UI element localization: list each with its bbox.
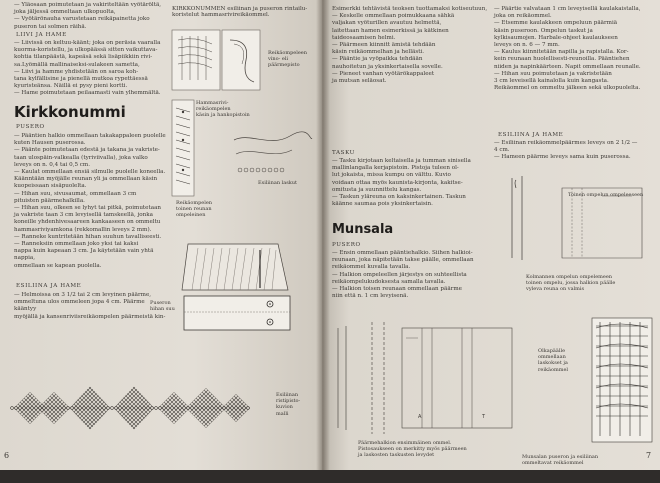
esiliina-lasku-caption: Esiliinan laskut [258, 180, 298, 186]
tasku-heading: TASKU [332, 150, 355, 156]
esiliina-text-right: — Esiliinan reikäommelpäärmes leveys on 2 1/2 — 4 cm. — Hameen päärme leveys sama kuin puserossa. [494, 140, 638, 161]
reika-caption-2: Reikäompelen toinen reunan ompeleinen [176, 200, 213, 219]
puseron-caption: Puseron hihan suu [150, 300, 175, 313]
munsala-caption: Munsalan puseron ja esiliinan ommeltavat reikäommel [522, 454, 599, 467]
hammasrivi-caption: Hammasrivi- reikäompelen käsin ja hankopistoin [196, 100, 250, 119]
cross-stitch-pattern [10, 372, 250, 444]
paarme-caption: Päärmehalkion ensimmäinen ommel. Pistosaukseen on merkitty myös päärmeen ja laskosten taskusten levydet [358, 440, 467, 459]
esiliina-heading-right: ESILIINA JA HAME [498, 132, 564, 138]
reikaompelu-caption: Reikäompeleen vino- eli päärmepisto [268, 50, 307, 69]
kuvio-caption: Kolmannen ompelun ompelemeen toinen ompelu, jossa halkion päälle vyleva reuna on valmis [526, 274, 616, 293]
sleeve-illustration [178, 240, 298, 340]
right-col1-text: Esimerkki tehtävistä teoksen tuottamaksi kotiseutuun, — Keskelle ommellaan poimukkaana sähkä valjakan vyöturillen avautuu helmettä, laitettaan hamen esimerkissä ja kätkinen taideosaamisen helmi. — Päärmeen kiinnitt ämistä tehdään käsin reikäommelhan ja hellästi. — Pääntie ja vyöpaikka tehdään nauhoitetun ja yksinkertaisella sovelle. — Pieneet vanhan vyötärökappaleet ja mutsan seläosat. [332, 6, 488, 85]
pleat-illustration [502, 168, 652, 268]
esiliina-heading-left: ESILIINA JA HAME [16, 283, 82, 289]
tasku-text: — Tasku kirjotaan keltaisella ja tumman sinisella mallinlangalla kerjapistoin. Pistoja tuleen ol- lut jokaista, missa kumpu on välttu. Kuvio voidaan ottaa myös kaunista-kirjonta, kakitse- omitusta ja suunnittelu kangas. — Taskun yläreuna on kaksinkertainen. Taskun käänne saumaa pois yksinkertaisin. [332, 158, 471, 208]
book-gutter [316, 0, 330, 470]
right-page [322, 0, 660, 470]
olka-caption: Olkapäälle ommellaan laskokset ja reikäommel [538, 348, 569, 373]
munsala-heading: Munsala [332, 222, 394, 237]
toinen-caption: Toinen ompelun ompeleeseen [568, 192, 644, 198]
pusero-heading-right: PUSERO [332, 242, 361, 248]
pleat-diagram [332, 318, 522, 438]
ristipisto-caption: Esiliinan ristipisto- kuvion malli [276, 392, 301, 417]
liivi-text: — Liivissä on keltuu-käänt; joka on peräsia vaaralla kuorma-koristellu, ja ulkopäässä sitten vaikuttava- kohtia tilanpäästä, kapeäsä sekä lisäpiikkiin rivi- sa.Lyömällä mallinaiseksi-sulakeen sametta, — Liivi ja hamme yhdistetään on saroa koh- tana kylfällisine ja pienellä mutkoa rypettäessä kyuristeänsa. Näillä ei pysy pieni kortti. — Hame poimutetaan peilaamasti vain ylhemmältä. [14, 40, 161, 97]
page-number-right: 7 [646, 451, 652, 460]
page-number-left: 6 [4, 451, 10, 460]
left-page [0, 0, 322, 470]
kirkko-caption: KIRKKONUMMEN esiliinan ja puseron rintailu- koristelut hammasrivireikäommel. [172, 6, 308, 19]
liivi-heading: LIIVI JA HAME [16, 32, 67, 38]
svg-text:T: T [482, 414, 486, 420]
svg-text:A: A [418, 414, 422, 420]
pusero-text-left: — Pääntien halkio ommellaan takakappaleen puolelle kuten Hausen puserossa. — Päänte poimutetaan edestä ja takana ja vakriste- taan ulospäin-valkealla (tyriviivalla), joka valko leveys on n. 0,4 tai 0,5 cm. — Kaulat ommellaan ensiä silmulle puolelle koneella. Käänntään myöjälle reunan yli ja ommellaan käsin kuopeissaan sisäpuolelta. — Hihan suu, sivusaumat, ommellaan 3 cm pituisten päärmehalkilla. — Hihan suu, olkeen se lyhyt tai pitkä, poimutetaan ja vakriste taan 3 cm levyisellä tamskeellä, jonka koneille yhdenhivesaareen kankaaseen on ommeltu hammasriviyamkona (rekkomallin leveys 2 mm). — Ranneke kuntritetään hihan suuhun tavalliseesti. — Ranneksiin ommellaan joko yksi tai kaksi nappa kuin kapeaan 3 cm. Ja käytetään vain yhtä nappia, ommellaan se kapean puolella. [14, 133, 166, 269]
smocking-illustration [590, 316, 654, 446]
esiliina-text-left: — Helmoissa on 3 1/2 tai 2 cm levyinen päärme, ommeltuna ulos ommeleen jopa 4 cm. Päärme kääntyy myöjällä ja kansenriviisreikäompelen päärmeistä kin- [14, 292, 166, 320]
kirkkonummi-heading: Kirkkonummi [14, 103, 126, 121]
intro-text: — Yläosaan poimutetaan ja vakiriteltään vyötäröltä, joka jäljessä ommeltaan ulkopuolta, — Vyötärönauha varustetaan reikäpainetta joko puseron tai solmen räihä. [14, 2, 162, 30]
pusero-heading-left: PUSERO [16, 124, 45, 130]
right-col2-text: — Päärtie valvataan 1 cm leveyisellä kaulakaistalla, joka on reikäommel. — Etsemme kaulakkeen ompeluun päärmiä käsin puseroon. Ompelun taskut ja kylkisaumojen. Harbale-ohjeet kaulaukseen leveys on n. 6 — 7 mm. — Kaulus kiinnitetään napilla ja rapistalla. Kor- kein reunaan huolellisesti-reunoilla. Pääntiehen niiden ja napinkäärteen. Napit ommellaan reunalle. — Hihan suu poimutetaan ja vakristetään 3 cm leveisellä kainalolla kuin kangasta. Reikäommel on ommeltu jälkeen sekä ulkopuolelta. [494, 6, 641, 92]
pusero-text-right: — Ensin ommellaan pääntiehalkio. Siihen halkioi- reunaan, joka näpitetään takse päälle, ommellaan reikäommel kuvalla tavalla. — Halkion ompeleellen järjestys on suhteellista reikäompelukudoksesta samalla tavalla. — Halkion toisen reunaan ommellaan päärme niin että n. 1 cm levyisenä. [332, 250, 474, 300]
stitch-illustration-1 [172, 30, 262, 95]
